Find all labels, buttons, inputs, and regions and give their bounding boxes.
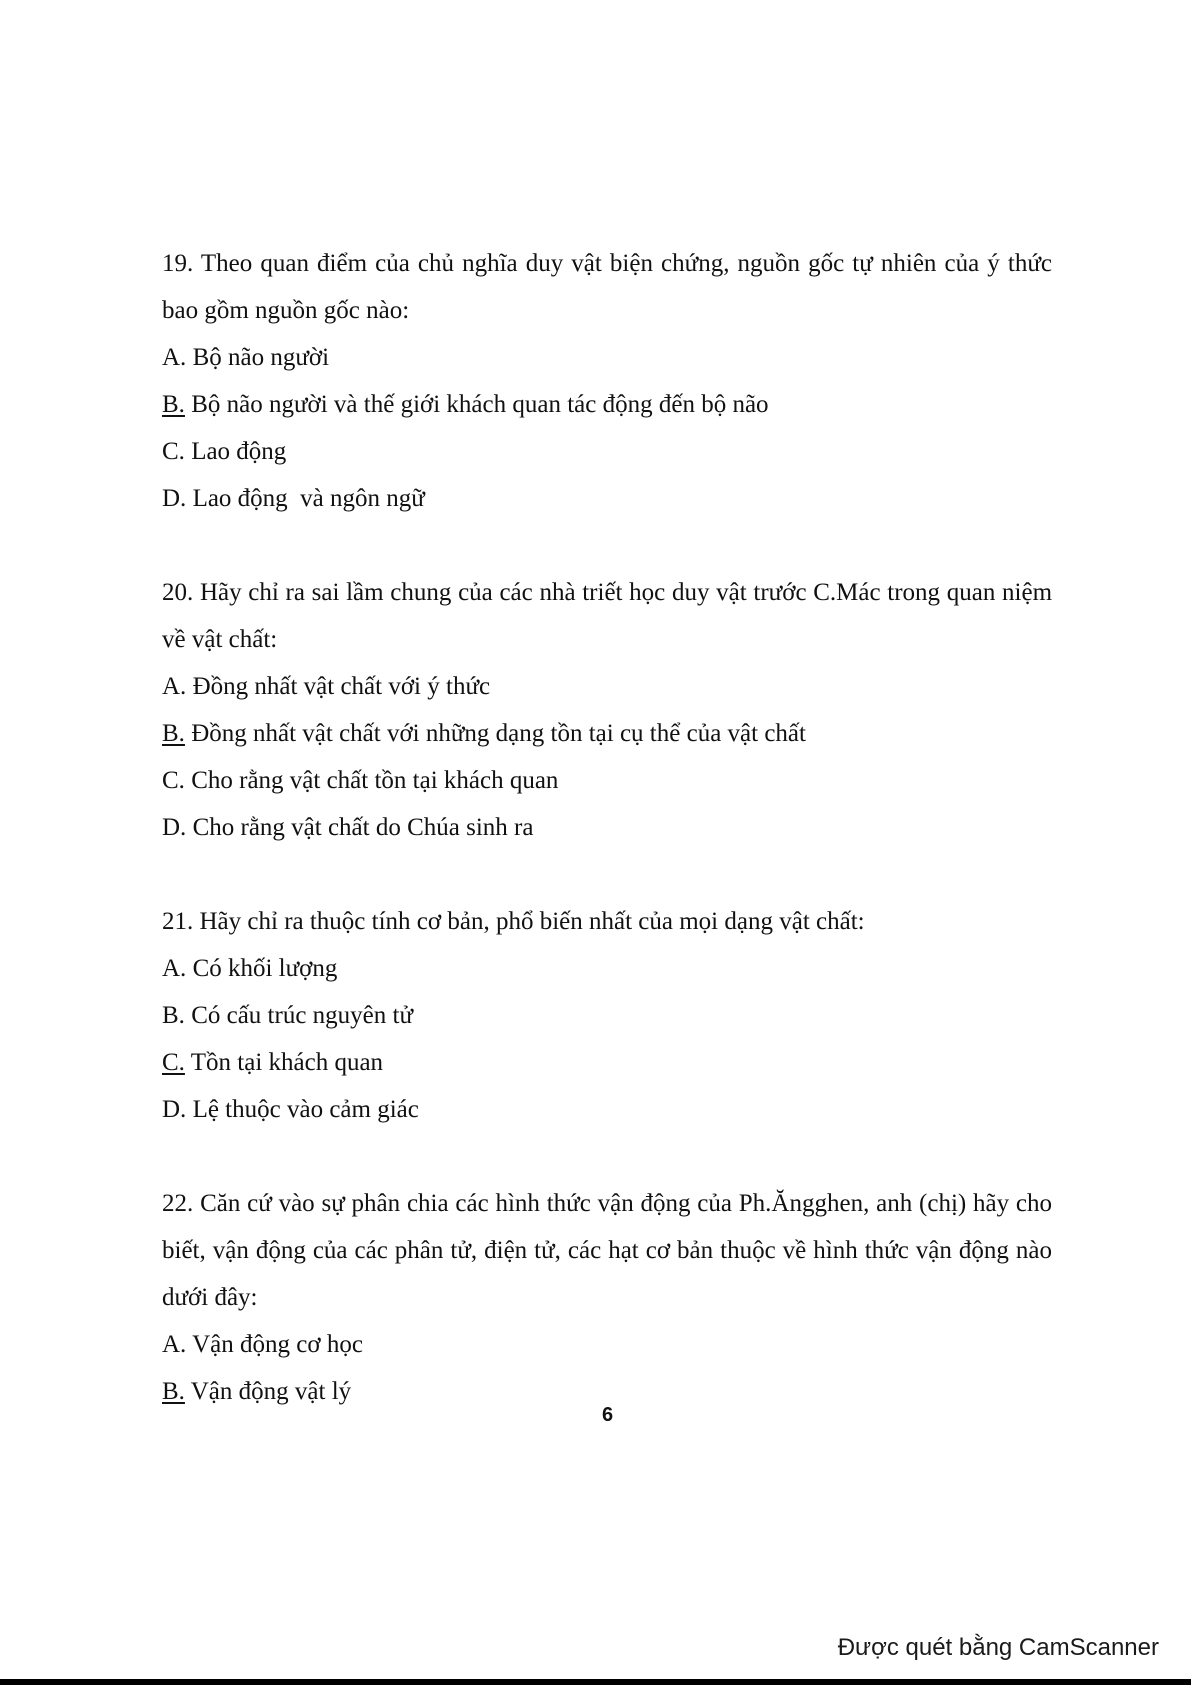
option-text: Tồn tại khách quan (190, 1049, 384, 1076)
question-22 (162, 1180, 1052, 1415)
question-19 (162, 240, 1052, 522)
question-number: 22. (162, 1190, 194, 1217)
option-d (162, 804, 1052, 851)
question-body: Căn cứ vào sự phân chia các hình thức vận động của Ph.Ăngghen, anh (chị) hãy cho biết, vận động của các phân tử, điện tử, các hạt cơ bản thuộc về hình thức vận động nào dưới đây: (162, 1190, 1053, 1311)
scan-bottom-edge (0, 1679, 1191, 1685)
option-a (162, 663, 1052, 710)
option-text: Lệ thuộc vào cảm giác (192, 1096, 419, 1123)
option-text: Bộ não người (192, 344, 330, 371)
option-a (162, 1321, 1052, 1368)
option-c (162, 428, 1052, 475)
question-number: 20. (162, 579, 194, 606)
option-letter: C. (162, 767, 185, 794)
option-c (162, 1039, 1052, 1086)
question-number: 21. (162, 908, 194, 935)
option-b (162, 381, 1052, 428)
option-letter: D. (162, 485, 187, 512)
option-b (162, 992, 1052, 1039)
option-letter: B. (162, 1002, 185, 1029)
scanner-watermark: Được quét bằng CamScanner (837, 1634, 1159, 1661)
option-letter: D. (162, 1096, 187, 1123)
option-text: Có cấu trúc nguyên tử (191, 1002, 414, 1029)
option-a (162, 334, 1052, 381)
option-d (162, 475, 1052, 522)
option-letter: A. (162, 955, 187, 982)
option-letter-correct: C. (162, 1049, 185, 1076)
question-body: Hãy chỉ ra sai lầm chung của các nhà triết học duy vật trước C.Mác trong quan niệm về vật chất: (162, 579, 1053, 653)
option-text: Cho rằng vật chất tồn tại khách quan (191, 767, 559, 794)
option-text: Đồng nhất vật chất với ý thức (192, 673, 491, 700)
option-c (162, 757, 1052, 804)
question-21 (162, 898, 1052, 1133)
option-letter: A. (162, 673, 187, 700)
option-letter-correct: B. (162, 391, 185, 418)
option-text: Lao động (191, 438, 287, 465)
option-text: Vận động cơ học (192, 1331, 363, 1358)
option-text: Có khối lượng (192, 955, 338, 982)
question-body: Theo quan điểm của chủ nghĩa duy vật biện chứng, nguồn gốc tự nhiên của ý thức bao gồm nguồn gốc nào: (162, 250, 1052, 324)
option-text: Đồng nhất vật chất với những dạng tồn tại cụ thể của vật chất (191, 720, 806, 747)
option-letter-correct: B. (162, 720, 185, 747)
option-letter: A. (162, 1331, 187, 1358)
option-letter: A. (162, 344, 187, 371)
question-number: 19. (162, 250, 194, 277)
option-b (162, 710, 1052, 757)
option-a (162, 945, 1052, 992)
option-letter-correct: B. (162, 1378, 185, 1405)
option-text: Vận động vật lý (190, 1378, 352, 1405)
question-text (162, 569, 1052, 663)
question-text (162, 1180, 1052, 1321)
question-body: Hãy chỉ ra thuộc tính cơ bản, phổ biến nhất của mọi dạng vật chất: (199, 908, 865, 935)
option-text: Cho rằng vật chất do Chúa sinh ra (192, 814, 534, 841)
option-text: Bộ não người và thế giới khách quan tác động đến bộ não (191, 391, 769, 418)
option-letter: D. (162, 814, 187, 841)
question-text (162, 240, 1052, 334)
option-d (162, 1086, 1052, 1133)
question-20 (162, 569, 1052, 851)
page-number: 6 (601, 1404, 614, 1426)
option-text: Lao động và ngôn ngữ (192, 485, 425, 512)
option-letter: C. (162, 438, 185, 465)
question-text (162, 898, 1052, 945)
